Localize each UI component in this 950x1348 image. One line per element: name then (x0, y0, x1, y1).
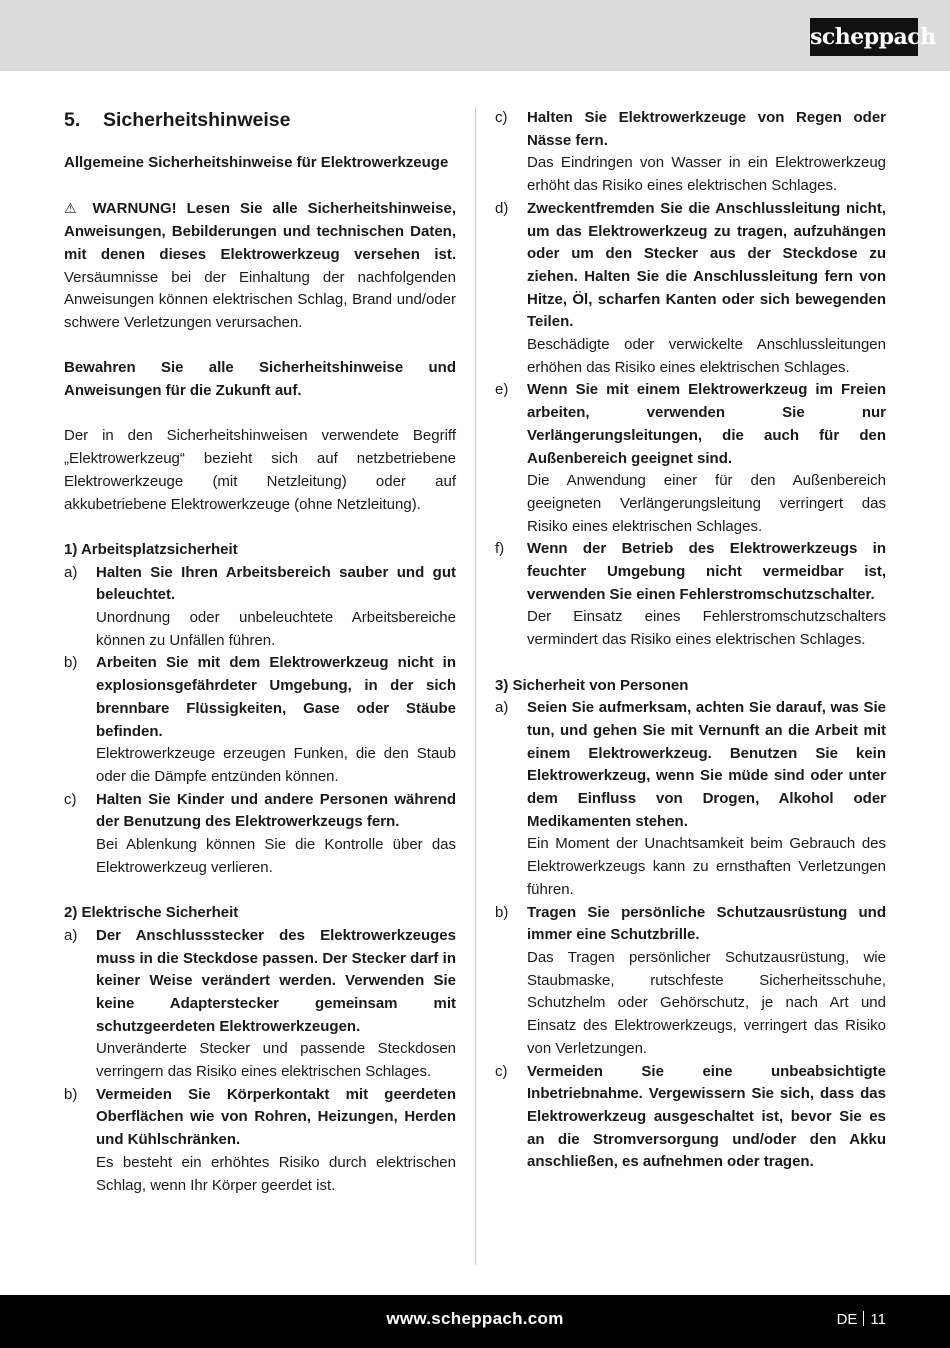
term-definition: Der in den Sicherheitshinweisen verwendete Begriff „Elektrowerkzeug“ bezieht sich auf netzbetriebene Elektrowerkzeuge (mit Netzleitung) oder auf akkubetriebene Elektrowerkzeuge (ohne Netzleitung). (64, 427, 456, 513)
list-item (495, 538, 886, 652)
warning-bold: WARNUNG! Lesen Sie alle Sicherheitshinweise, Anweisungen, Bebilderungen und technischen Daten, mit denen dieses Elektrowerkzeug versehen ist. (64, 200, 456, 263)
page-indicator (837, 1311, 886, 1328)
list-item (64, 1084, 456, 1198)
item-text: Ein Moment der Unachtsamkeit beim Gebrauch des Elektrowerkzeugs kann zu ernsthaften Verletzungen führen. (527, 835, 886, 898)
warning-text: Versäumnisse bei der Einhaltung der nachfolgenden Anweisungen können elektrischen Schlag, Brand und/oder schwere Verletzungen verursachen. (64, 268, 456, 331)
list-item (495, 697, 886, 901)
item-bold: Halten Sie Kinder und andere Personen während der Benutzung des Elektrowerkzeugs fern. (96, 790, 456, 831)
item-bold: Wenn Sie mit einem Elektrowerkzeug im Freien arbeiten, verwenden Sie nur Verlängerungsleitungen, die auch für den Außenbereich geeignet sind. (527, 381, 886, 467)
personal-safety-heading: 3) Sicherheit von Personen (495, 676, 689, 694)
item-text: Der Einsatz eines Fehlerstromschutzschalters vermindert das Risiko eines elektrischen Schlages. (527, 608, 886, 649)
item-label: a) (64, 926, 78, 944)
item-bold: Wenn der Betrieb des Elektrowerkzeugs in feuchter Umgebung nicht vermeidbar ist, verwenden Sie einen Fehlerstromschutzschalter. (527, 540, 886, 603)
item-text: Beschädigte oder verwickelte Anschlussleitungen erhöhen das Risiko eines elektrischen Schlages. (527, 336, 886, 376)
item-bold: Arbeiten Sie mit dem Elektrowerkzeug nicht in explosionsgefährdeter Umgebung, in der sich brennbare Flüssigkeiten, Gase oder Stäube befinden. (96, 654, 456, 740)
item-bold: Halten Sie Elektrowerkzeuge von Regen oder Nässe fern. (527, 109, 886, 149)
list-item (64, 925, 456, 1084)
item-label: c) (64, 790, 77, 808)
general-heading: Allgemeine Sicherheitshinweise für Elektrowerkzeuge (64, 154, 449, 171)
item-label: d) (495, 199, 509, 217)
item-bold: Zweckentfremden Sie die Anschlussleitung nicht, um das Elektrowerkzeug zu tragen, aufzuhängen oder um den Stecker aus der Steckdose zu ziehen. Halten Sie die Anschlussleitung fern von Hitze, Öl, scharfen Kanten oder sich bewegenden Teilen. (527, 199, 886, 331)
column-divider (475, 107, 476, 1265)
warning-paragraph (64, 197, 456, 334)
item-text: Bei Ablenkung können Sie die Kontrolle über das Elektrowerkzeug verlieren. (96, 836, 456, 876)
item-label: b) (495, 903, 509, 921)
item-label: e) (495, 381, 509, 399)
list-item (495, 379, 886, 538)
section-number: 5. (64, 109, 81, 131)
electrical-safety-list-continued (495, 107, 886, 652)
item-label: a) (64, 563, 78, 581)
language-code: DE (836, 1311, 858, 1328)
item-text: Unordnung oder unbeleuchtete Arbeitsbereiche können zu Unfällen führen. (96, 609, 456, 649)
list-item (495, 902, 886, 1061)
electrical-safety-list (64, 925, 456, 1197)
item-bold: Halten Sie Ihren Arbeitsbereich sauber und gut beleuchtet. (96, 563, 456, 604)
item-bold: Der Anschlussstecker des Elektrowerkzeuges muss in die Steckdose passen. Der Stecker darf in keiner Weise verändert werden. Verwenden Sie keine Adapterstecker gemeinsam mit schutzgeerdeten Elektrowerkzeugen. (96, 926, 456, 1035)
item-label: a) (495, 699, 509, 717)
warning-triangle-icon: ⚠ (64, 200, 83, 217)
section-title: Sicherheitshinweise (103, 109, 291, 131)
separator (863, 1311, 864, 1326)
item-text: Elektrowerkzeuge erzeugen Funken, die den Staub oder die Dämpfe entzünden können. (96, 745, 456, 785)
website-link[interactable]: www.scheppach.com (386, 1309, 564, 1328)
keep-instructions: Bewahren Sie alle Sicherheitshinweise und Anweisungen für die Zukunft auf. (64, 359, 456, 399)
item-bold: Tragen Sie persönliche Schutzausrüstung und immer eine Schutzbrille. (527, 903, 886, 944)
item-label: f) (495, 540, 505, 558)
item-text: Das Tragen persönlicher Schutzausrüstung, wie Staubmaske, rutschfeste Sicherheitsschuhe, Schutzhelm oder Gehörschutz, je nach Art und Einsatz des Elektrowerkzeugs, verringert das Risiko von Verletzungen. (527, 949, 886, 1057)
list-item (64, 562, 456, 653)
item-label: b) (64, 1085, 78, 1103)
header-bar (0, 0, 950, 71)
electrical-safety-heading: 2) Elektrische Sicherheit (64, 904, 239, 922)
item-label: c) (495, 1062, 508, 1080)
item-bold: Vermeiden Sie Körperkontakt mit geerdeten Oberflächen wie von Rohren, Heizungen, Herden und Kühlschränken. (96, 1085, 456, 1149)
list-item (64, 652, 456, 788)
item-label: b) (64, 654, 78, 672)
list-item (495, 1061, 886, 1175)
workplace-safety-list (64, 562, 456, 880)
list-item (64, 789, 456, 880)
scheppach-logo: scheppach (810, 18, 918, 56)
page-number: 11 (870, 1311, 886, 1328)
item-bold: Seien Sie aufmerksam, achten Sie darauf, was Sie tun, und gehen Sie mit Vernunft an die Arbeit mit einem Elektrowerkzeug. Benutzen Sie kein Elektrowerkzeug, wenn Sie müde sind oder unter dem Einfluss von Drogen, Alkohol oder Medikamenten stehen. (527, 699, 886, 830)
workplace-safety-heading: 1) Arbeitsplatzsicherheit (64, 540, 238, 558)
item-bold: Vermeiden Sie eine unbeabsichtigte Inbetriebnahme. Vergewissern Sie sich, dass das Elektrowerkzeug ausgeschaltet ist, bevor Sie es an die Stromversorgung und/oder den Akku anschließen, es aufnehmen oder tragen. (527, 1062, 886, 1171)
item-text: Es besteht ein erhöhtes Risiko durch elektrischen Schlag, wenn Ihr Körper geerdet ist. (96, 1153, 456, 1194)
footer-bar (0, 1295, 950, 1348)
item-text: Das Eindringen von Wasser in ein Elektrowerkzeug erhöht das Risiko eines elektrischen Schlages. (527, 154, 886, 195)
item-text: Die Anwendung einer für den Außenbereich geeigneten Verlängerungsleitung verringert das Risiko eines elektrischen Schlages. (527, 472, 886, 535)
list-item (495, 198, 886, 380)
list-item (495, 107, 886, 198)
item-text: Unveränderte Stecker und passende Steckdosen verringern das Risiko eines elektrischen Schlages. (96, 1040, 456, 1081)
item-label: c) (495, 109, 508, 126)
personal-safety-list (495, 697, 886, 1174)
section-heading (64, 107, 456, 133)
left-column (64, 107, 456, 1197)
right-column (495, 107, 886, 1174)
